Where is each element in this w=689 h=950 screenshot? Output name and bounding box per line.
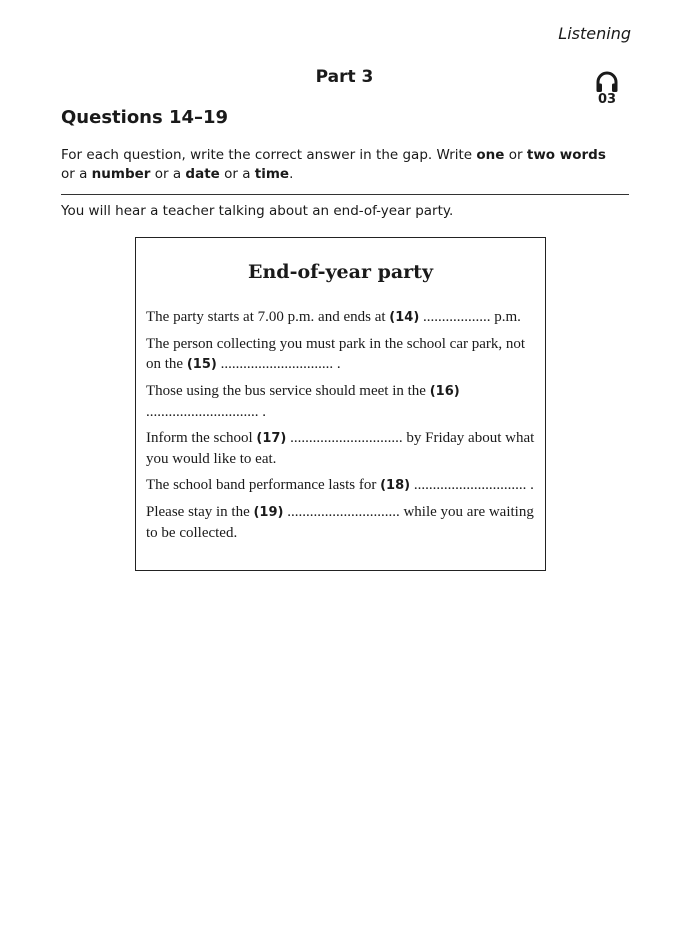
question-number: (16) — [429, 384, 460, 399]
answer-gap[interactable]: .............................. by Friday about what you would like to eat. — [146, 430, 535, 467]
answer-gap[interactable]: .............................. . — [216, 356, 341, 372]
question-item-19: Please stay in the (19) .............................. while you are waiting to be collected. — [146, 504, 534, 541]
answer-gap[interactable]: .............................. . — [410, 477, 534, 493]
question-item-14: The party starts at 7.00 p.m. and ends at (14) .................. p.m. — [146, 309, 521, 325]
question-number: (14) — [389, 310, 420, 325]
question-number: (19) — [253, 505, 284, 520]
question-item-17: Inform the school (17) .............................. by Friday about what you would like to eat. — [146, 430, 535, 467]
box-body — [146, 307, 536, 549]
divider — [61, 194, 629, 195]
section-label: Listening — [558, 24, 631, 43]
box-title: End-of-year party — [247, 261, 433, 283]
question-item-16: Those using the bus service should meet in the (16) .............................. . — [146, 383, 460, 420]
answer-gap[interactable]: .................. p.m. — [419, 309, 521, 325]
notes-box — [135, 237, 546, 571]
answer-gap[interactable]: .............................. . — [146, 404, 266, 420]
headphones-icon — [595, 71, 619, 93]
answer-gap[interactable]: .............................. while you are waiting to be collected. — [146, 504, 534, 541]
context-sentence: You will hear a teacher talking about an end-of-year party. — [61, 203, 454, 219]
question-number: (15) — [186, 357, 217, 372]
question-number: (18) — [380, 478, 411, 493]
questions-title: Questions 14–19 — [61, 107, 229, 128]
track-number: 03 — [597, 92, 617, 107]
audio-track-badge — [592, 71, 622, 107]
instructions: For each question, write the correct answer in the gap. Write one or two words or a number or a date or a time. — [61, 147, 606, 182]
part-title: Part 3 — [315, 67, 374, 87]
question-item-18: The school band performance lasts for (18) .............................. . — [146, 477, 534, 493]
question-item-15: The person collecting you must park in the school car park, not on the (15) .............................. . — [146, 336, 526, 372]
question-number: (17) — [256, 431, 287, 446]
